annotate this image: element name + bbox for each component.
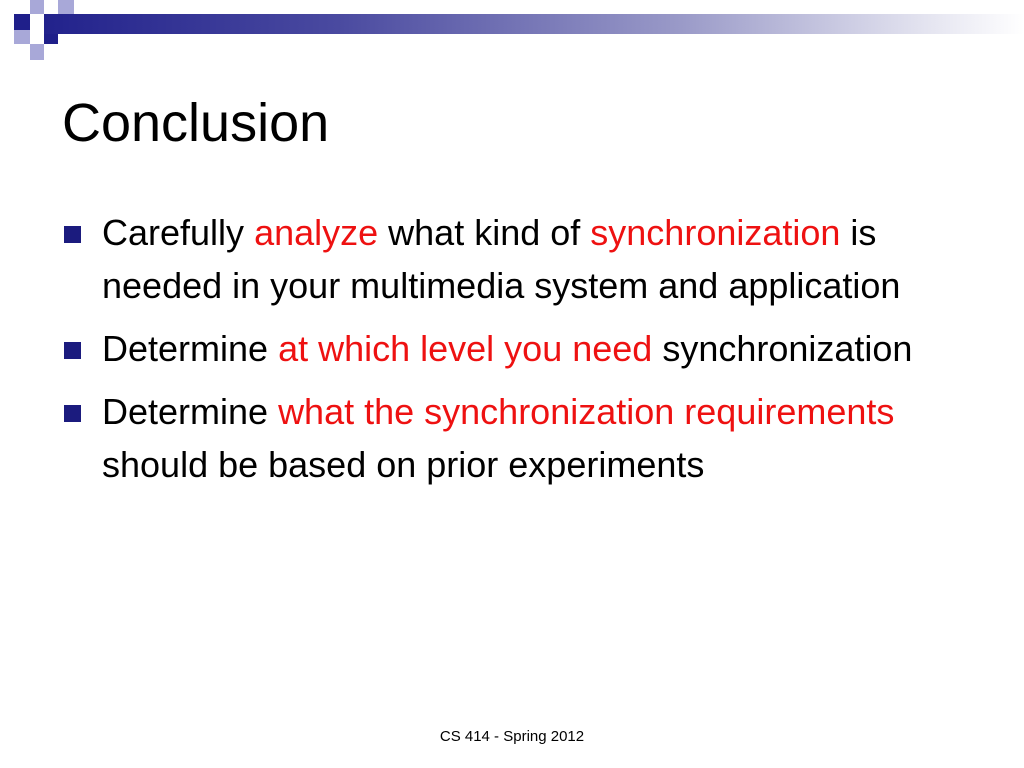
bullet-list	[62, 206, 962, 501]
bullet-text-segment: at which level you need	[278, 328, 653, 369]
bullet-item	[62, 206, 962, 312]
decor-square-navy-1	[14, 14, 30, 30]
bullet-text-segment: what the synchronization requirements	[278, 391, 895, 432]
square-bullet-icon	[64, 226, 81, 243]
slide-footer: CS 414 - Spring 2012	[439, 728, 585, 745]
decor-square-lavender-3	[30, 44, 44, 60]
bullet-text-segment: analyze	[254, 212, 379, 253]
bullet-text-segment: Determine	[102, 391, 279, 432]
bullet-text-segment: what kind of	[378, 212, 591, 253]
square-bullet-icon	[64, 342, 81, 359]
bullet-text-segment: should be based on prior experiments	[102, 444, 705, 485]
bullet-item	[62, 385, 962, 491]
decor-square-lavender-2	[14, 30, 30, 44]
bullet-text-segment: is needed in your multimedia system and application	[102, 212, 901, 306]
bullet-text-segment: Determine	[102, 328, 279, 369]
bullet-item	[62, 322, 962, 375]
bullet-text-segment: Carefully	[102, 212, 255, 253]
square-bullet-icon	[64, 405, 81, 422]
bullet-text-segment: synchronization	[590, 212, 841, 253]
bullet-text-segment: synchronization	[652, 328, 913, 369]
decor-square-lavender-4	[58, 0, 74, 14]
slide-title: Conclusion	[62, 93, 330, 153]
top-gradient-bar	[44, 14, 1024, 34]
decor-square-lavender-1	[30, 0, 44, 14]
